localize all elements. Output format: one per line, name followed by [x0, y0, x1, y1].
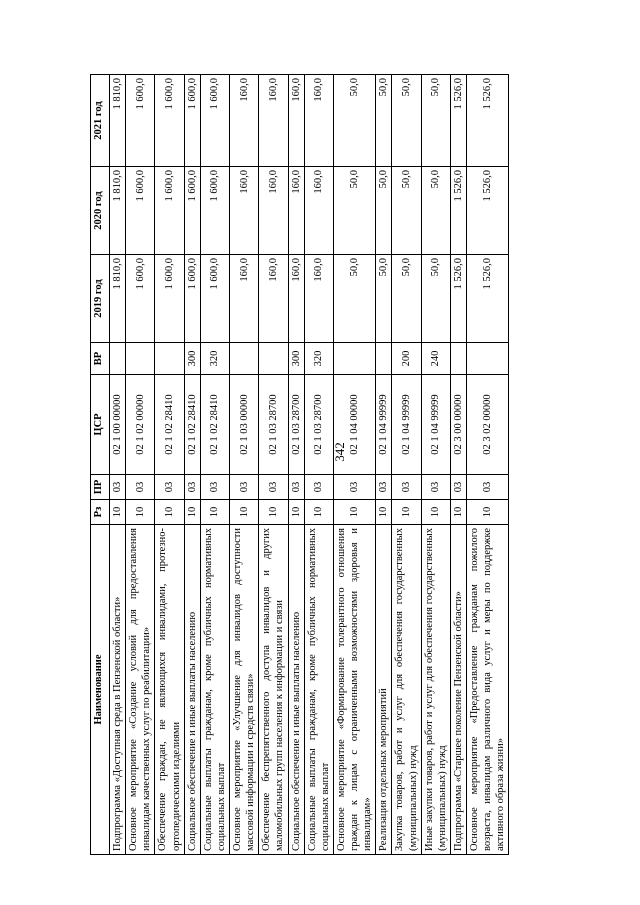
cell-vr: [230, 343, 259, 375]
cell-rz: 10: [155, 500, 184, 525]
cell-rz: 10: [304, 500, 333, 525]
column-header-2020: 2020 год: [91, 167, 110, 255]
page-number: 342: [332, 442, 347, 462]
cell-vr: 200: [392, 343, 421, 375]
table-row: [126, 75, 155, 855]
cell-2019: 160,0: [304, 255, 333, 343]
cell-2019: 50,0: [376, 255, 392, 343]
cell-name: Основное мероприятие «Формирование толерантного отношения граждан к лицам с ограниченными возможностями здоровья и инвалидам»: [333, 525, 375, 855]
cell-vr: [333, 343, 375, 375]
cell-2021: 160,0: [304, 75, 333, 167]
table-row: [155, 75, 184, 855]
table-row: [184, 75, 200, 855]
cell-2021: 1 600,0: [200, 75, 229, 167]
cell-name: Обеспечение беспрепятственного доступа инвалидов и других маломобильных групп населения к информации и связи: [259, 525, 288, 855]
cell-2020: 160,0: [259, 167, 288, 255]
cell-vr: [110, 343, 126, 375]
table-row: [376, 75, 392, 855]
cell-name: Социальное обеспечение и иные выплаты населению: [288, 525, 304, 855]
cell-csr: 02 1 03 28700: [304, 375, 333, 475]
cell-name: Основное мероприятие «Предоставление гражданам пожилого возраста, инвалидам различного вида услуг и меры по поддержке активного образа жизни»: [467, 525, 509, 855]
cell-vr: [450, 343, 466, 375]
cell-2020: 160,0: [304, 167, 333, 255]
cell-2021: 1 526,0: [450, 75, 466, 167]
cell-2020: 50,0: [376, 167, 392, 255]
cell-2019: 50,0: [421, 255, 450, 343]
table-row: [110, 75, 126, 855]
cell-2021: 160,0: [230, 75, 259, 167]
cell-vr: 320: [304, 343, 333, 375]
cell-csr: 02 1 04 00000: [333, 375, 375, 475]
cell-2019: 1 526,0: [450, 255, 466, 343]
cell-2020: 1 600,0: [184, 167, 200, 255]
cell-rz: 10: [288, 500, 304, 525]
cell-pr: 03: [259, 475, 288, 500]
cell-2021: 50,0: [392, 75, 421, 167]
table-row: [392, 75, 421, 855]
cell-2019: 1 600,0: [126, 255, 155, 343]
cell-csr: 02 1 03 00000: [230, 375, 259, 475]
cell-2020: 1 526,0: [467, 167, 509, 255]
cell-rz: 10: [421, 500, 450, 525]
cell-name: Реализация отдельных мероприятий: [376, 525, 392, 855]
table-header-row: [91, 75, 110, 855]
cell-pr: 03: [155, 475, 184, 500]
column-header-rz: Рз: [91, 500, 110, 525]
cell-pr: 03: [288, 475, 304, 500]
cell-pr: 03: [304, 475, 333, 500]
cell-rz: 10: [200, 500, 229, 525]
cell-pr: 03: [200, 475, 229, 500]
cell-name: Основное мероприятие «Создание условий для предоставления инвалидам качественных услуг по реабилитации»: [126, 525, 155, 855]
cell-name: Подпрограмма «Старшее поколение Пензенской области»: [450, 525, 466, 855]
table-body: [110, 75, 509, 855]
cell-csr: 02 1 02 28410: [184, 375, 200, 475]
cell-vr: 300: [288, 343, 304, 375]
cell-name: Обеспечение граждан, не являющихся инвалидами, протезно-ортопедическими изделиями: [155, 525, 184, 855]
column-header-2021: 2021 год: [91, 75, 110, 167]
cell-pr: 03: [110, 475, 126, 500]
cell-2021: 1 600,0: [126, 75, 155, 167]
cell-rz: 10: [126, 500, 155, 525]
table-row: [467, 75, 509, 855]
cell-2021: 160,0: [259, 75, 288, 167]
cell-rz: 10: [467, 500, 509, 525]
cell-2020: 1 810,0: [110, 167, 126, 255]
cell-csr: 02 1 02 28410: [200, 375, 229, 475]
cell-2019: 1 600,0: [155, 255, 184, 343]
cell-csr: 02 3 00 00000: [450, 375, 466, 475]
table-row: [333, 75, 375, 855]
cell-csr: 02 1 03 28700: [288, 375, 304, 475]
cell-csr: 02 1 04 99999: [421, 375, 450, 475]
cell-pr: 03: [333, 475, 375, 500]
column-header-2019: 2019 год: [91, 255, 110, 343]
cell-2021: 1 526,0: [467, 75, 509, 167]
cell-vr: [376, 343, 392, 375]
cell-name: Подпрограмма «Доступная среда в Пензенской области»: [110, 525, 126, 855]
cell-2020: 160,0: [288, 167, 304, 255]
cell-2020: 1 600,0: [126, 167, 155, 255]
cell-rz: 10: [392, 500, 421, 525]
cell-rz: 10: [184, 500, 200, 525]
cell-2019: 1 600,0: [200, 255, 229, 343]
cell-name: Закупка товаров, работ и услуг для обеспечения государственных (муниципальных) нужд: [392, 525, 421, 855]
cell-vr: [126, 343, 155, 375]
cell-rz: 10: [450, 500, 466, 525]
cell-csr: 02 1 04 99999: [392, 375, 421, 475]
cell-2020: 50,0: [392, 167, 421, 255]
column-header-vr: ВР: [91, 343, 110, 375]
cell-csr: 02 1 04 99999: [376, 375, 392, 475]
cell-2019: 160,0: [259, 255, 288, 343]
cell-rz: 10: [230, 500, 259, 525]
cell-csr: 02 1 00 00000: [110, 375, 126, 475]
cell-2021: 160,0: [288, 75, 304, 167]
cell-pr: 03: [392, 475, 421, 500]
cell-2019: 1 526,0: [467, 255, 509, 343]
cell-pr: 03: [421, 475, 450, 500]
cell-2020: 1 600,0: [155, 167, 184, 255]
cell-pr: 03: [467, 475, 509, 500]
cell-vr: [467, 343, 509, 375]
table-row: [288, 75, 304, 855]
cell-2021: 1 810,0: [110, 75, 126, 167]
table-row: [259, 75, 288, 855]
cell-pr: 03: [184, 475, 200, 500]
cell-rz: 10: [376, 500, 392, 525]
table-row: [304, 75, 333, 855]
cell-2020: 160,0: [230, 167, 259, 255]
cell-2020: 1 600,0: [200, 167, 229, 255]
cell-csr: 02 1 02 00000: [126, 375, 155, 475]
cell-vr: 320: [200, 343, 229, 375]
cell-2020: 50,0: [333, 167, 375, 255]
cell-name: Основное мероприятие «Улучшение для инвалидов доступности массовой информации и средств связи»: [230, 525, 259, 855]
cell-pr: 03: [450, 475, 466, 500]
cell-rz: 10: [333, 500, 375, 525]
cell-2021: 50,0: [376, 75, 392, 167]
cell-name: Социальные выплаты гражданам, кроме публичных нормативных социальных выплат: [200, 525, 229, 855]
table-row: [230, 75, 259, 855]
column-header-csr: ЦСР: [91, 375, 110, 475]
cell-vr: [155, 343, 184, 375]
cell-rz: 10: [110, 500, 126, 525]
cell-vr: 240: [421, 343, 450, 375]
cell-name: Социальное обеспечение и иные выплаты населению: [184, 525, 200, 855]
column-header-name: Наименование: [91, 525, 110, 855]
cell-2021: 50,0: [421, 75, 450, 167]
column-header-pr: ПР: [91, 475, 110, 500]
cell-2021: 1 600,0: [184, 75, 200, 167]
cell-2019: 1 600,0: [184, 255, 200, 343]
cell-2019: 50,0: [333, 255, 375, 343]
table-row: [421, 75, 450, 855]
cell-2019: 160,0: [288, 255, 304, 343]
rotated-table-container: [90, 75, 552, 855]
cell-name: Иные закупки товаров, работ и услуг для обеспечения государственных (муниципальных) нужд: [421, 525, 450, 855]
cell-csr: 02 3 02 00000: [467, 375, 509, 475]
cell-2019: 1 810,0: [110, 255, 126, 343]
table-row: [450, 75, 466, 855]
cell-pr: 03: [126, 475, 155, 500]
cell-2020: 1 526,0: [450, 167, 466, 255]
cell-rz: 10: [259, 500, 288, 525]
cell-2019: 50,0: [392, 255, 421, 343]
cell-2019: 160,0: [230, 255, 259, 343]
cell-pr: 03: [230, 475, 259, 500]
budget-table: [90, 74, 509, 855]
cell-vr: 300: [184, 343, 200, 375]
cell-csr: 02 1 02 28410: [155, 375, 184, 475]
cell-2021: 50,0: [333, 75, 375, 167]
cell-csr: 02 1 03 28700: [259, 375, 288, 475]
cell-name: Социальные выплаты гражданам, кроме публичных нормативных социальных выплат: [304, 525, 333, 855]
cell-2020: 50,0: [421, 167, 450, 255]
table-row: [200, 75, 229, 855]
cell-2021: 1 600,0: [155, 75, 184, 167]
cell-pr: 03: [376, 475, 392, 500]
cell-vr: [259, 343, 288, 375]
